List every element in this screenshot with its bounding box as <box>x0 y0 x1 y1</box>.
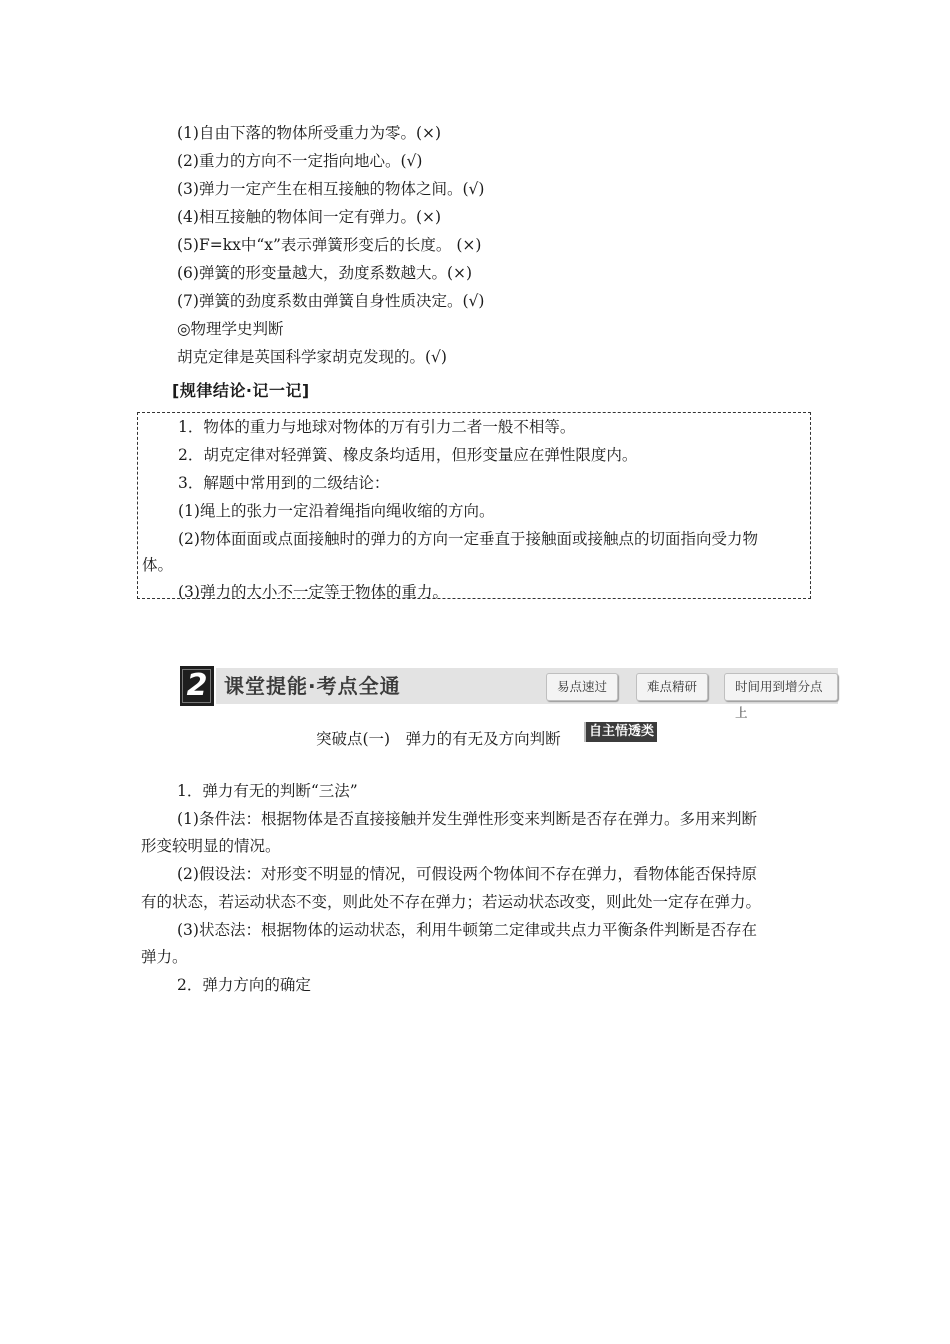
body-line: (3)状态法：根据物体的运动状态，利用牛顿第二定律或共点力平衡条件判断是否存在 <box>177 921 757 939</box>
body-line: (2)假设法：对形变不明显的情况，可假设两个物体间不存在弹力，看物体能否保持原 <box>177 865 757 883</box>
rule-item: 3．解题中常用到的二级结论： <box>178 474 390 492</box>
self-study-badge: 自主悟透类 <box>584 722 657 742</box>
rule-item: (1)绳上的张力一定沿着绳指向绳收缩的方向。 <box>178 502 495 520</box>
history-heading: ◎物理学史判断 <box>177 320 284 338</box>
tag-time-score: 时间用到增分点上 <box>724 673 838 701</box>
banner-bar <box>216 668 838 720</box>
section-number: 2 <box>180 666 214 706</box>
rules-box <box>137 412 811 599</box>
section-title: 课堂提能·考点全通 <box>224 674 401 698</box>
judgment-item: (7)弹簧的劲度系数由弹簧自身性质决定。(√) <box>177 292 485 310</box>
body-line: 2．弹力方向的确定 <box>177 976 311 994</box>
judgment-item: (4)相互接触的物体间一定有弹力。(×) <box>177 208 442 226</box>
section-banner <box>180 666 838 720</box>
body-line: (1)条件法：根据物体是否直接接触并发生弹性形变来判断是否存在弹力。多用来判断 <box>177 810 757 828</box>
rule-item: 体。 <box>142 556 174 574</box>
rule-item: (3)弹力的大小不一定等于物体的重力。 <box>178 583 448 601</box>
judgment-item: (5)F=kx中“x”表示弹簧形变后的长度。 (×) <box>177 236 482 254</box>
rule-item: (2)物体面面或点面接触时的弹力的方向一定垂直于接触面或接触点的切面指向受力物 <box>178 530 758 548</box>
rule-item: 1．物体的重力与地球对物体的万有引力二者一般不相等。 <box>178 418 576 436</box>
body-line: 形变较明显的情况。 <box>141 837 281 855</box>
breakthrough-title: 突破点(一) 弹力的有无及方向判断 <box>316 730 561 748</box>
tag-easy-points: 易点速过 <box>546 673 618 701</box>
judgment-item: (2)重力的方向不一定指向地心。(√) <box>177 152 423 170</box>
judgment-item: (6)弹簧的形变量越大，劲度系数越大。(×) <box>177 264 473 282</box>
body-line: 弹力。 <box>141 948 188 966</box>
judgment-item: 胡克定律是英国科学家胡克发现的。(√) <box>177 348 447 366</box>
rule-item: 2．胡克定律对轻弹簧、橡皮条均适用，但形变量应在弹性限度内。 <box>178 446 638 464</box>
body-line: 有的状态，若运动状态不变，则此处不存在弹力；若运动状态改变，则此处一定存在弹力。 <box>141 893 762 911</box>
judgment-item: (3)弹力一定产生在相互接触的物体之间。(√) <box>177 180 485 198</box>
body-line: 1．弹力有无的判断“三法” <box>177 782 358 800</box>
rules-heading: [规律结论·记一记] <box>172 381 310 400</box>
judgment-item: (1)自由下落的物体所受重力为零。(×) <box>177 124 442 142</box>
tag-hard-points: 难点精研 <box>636 673 708 701</box>
